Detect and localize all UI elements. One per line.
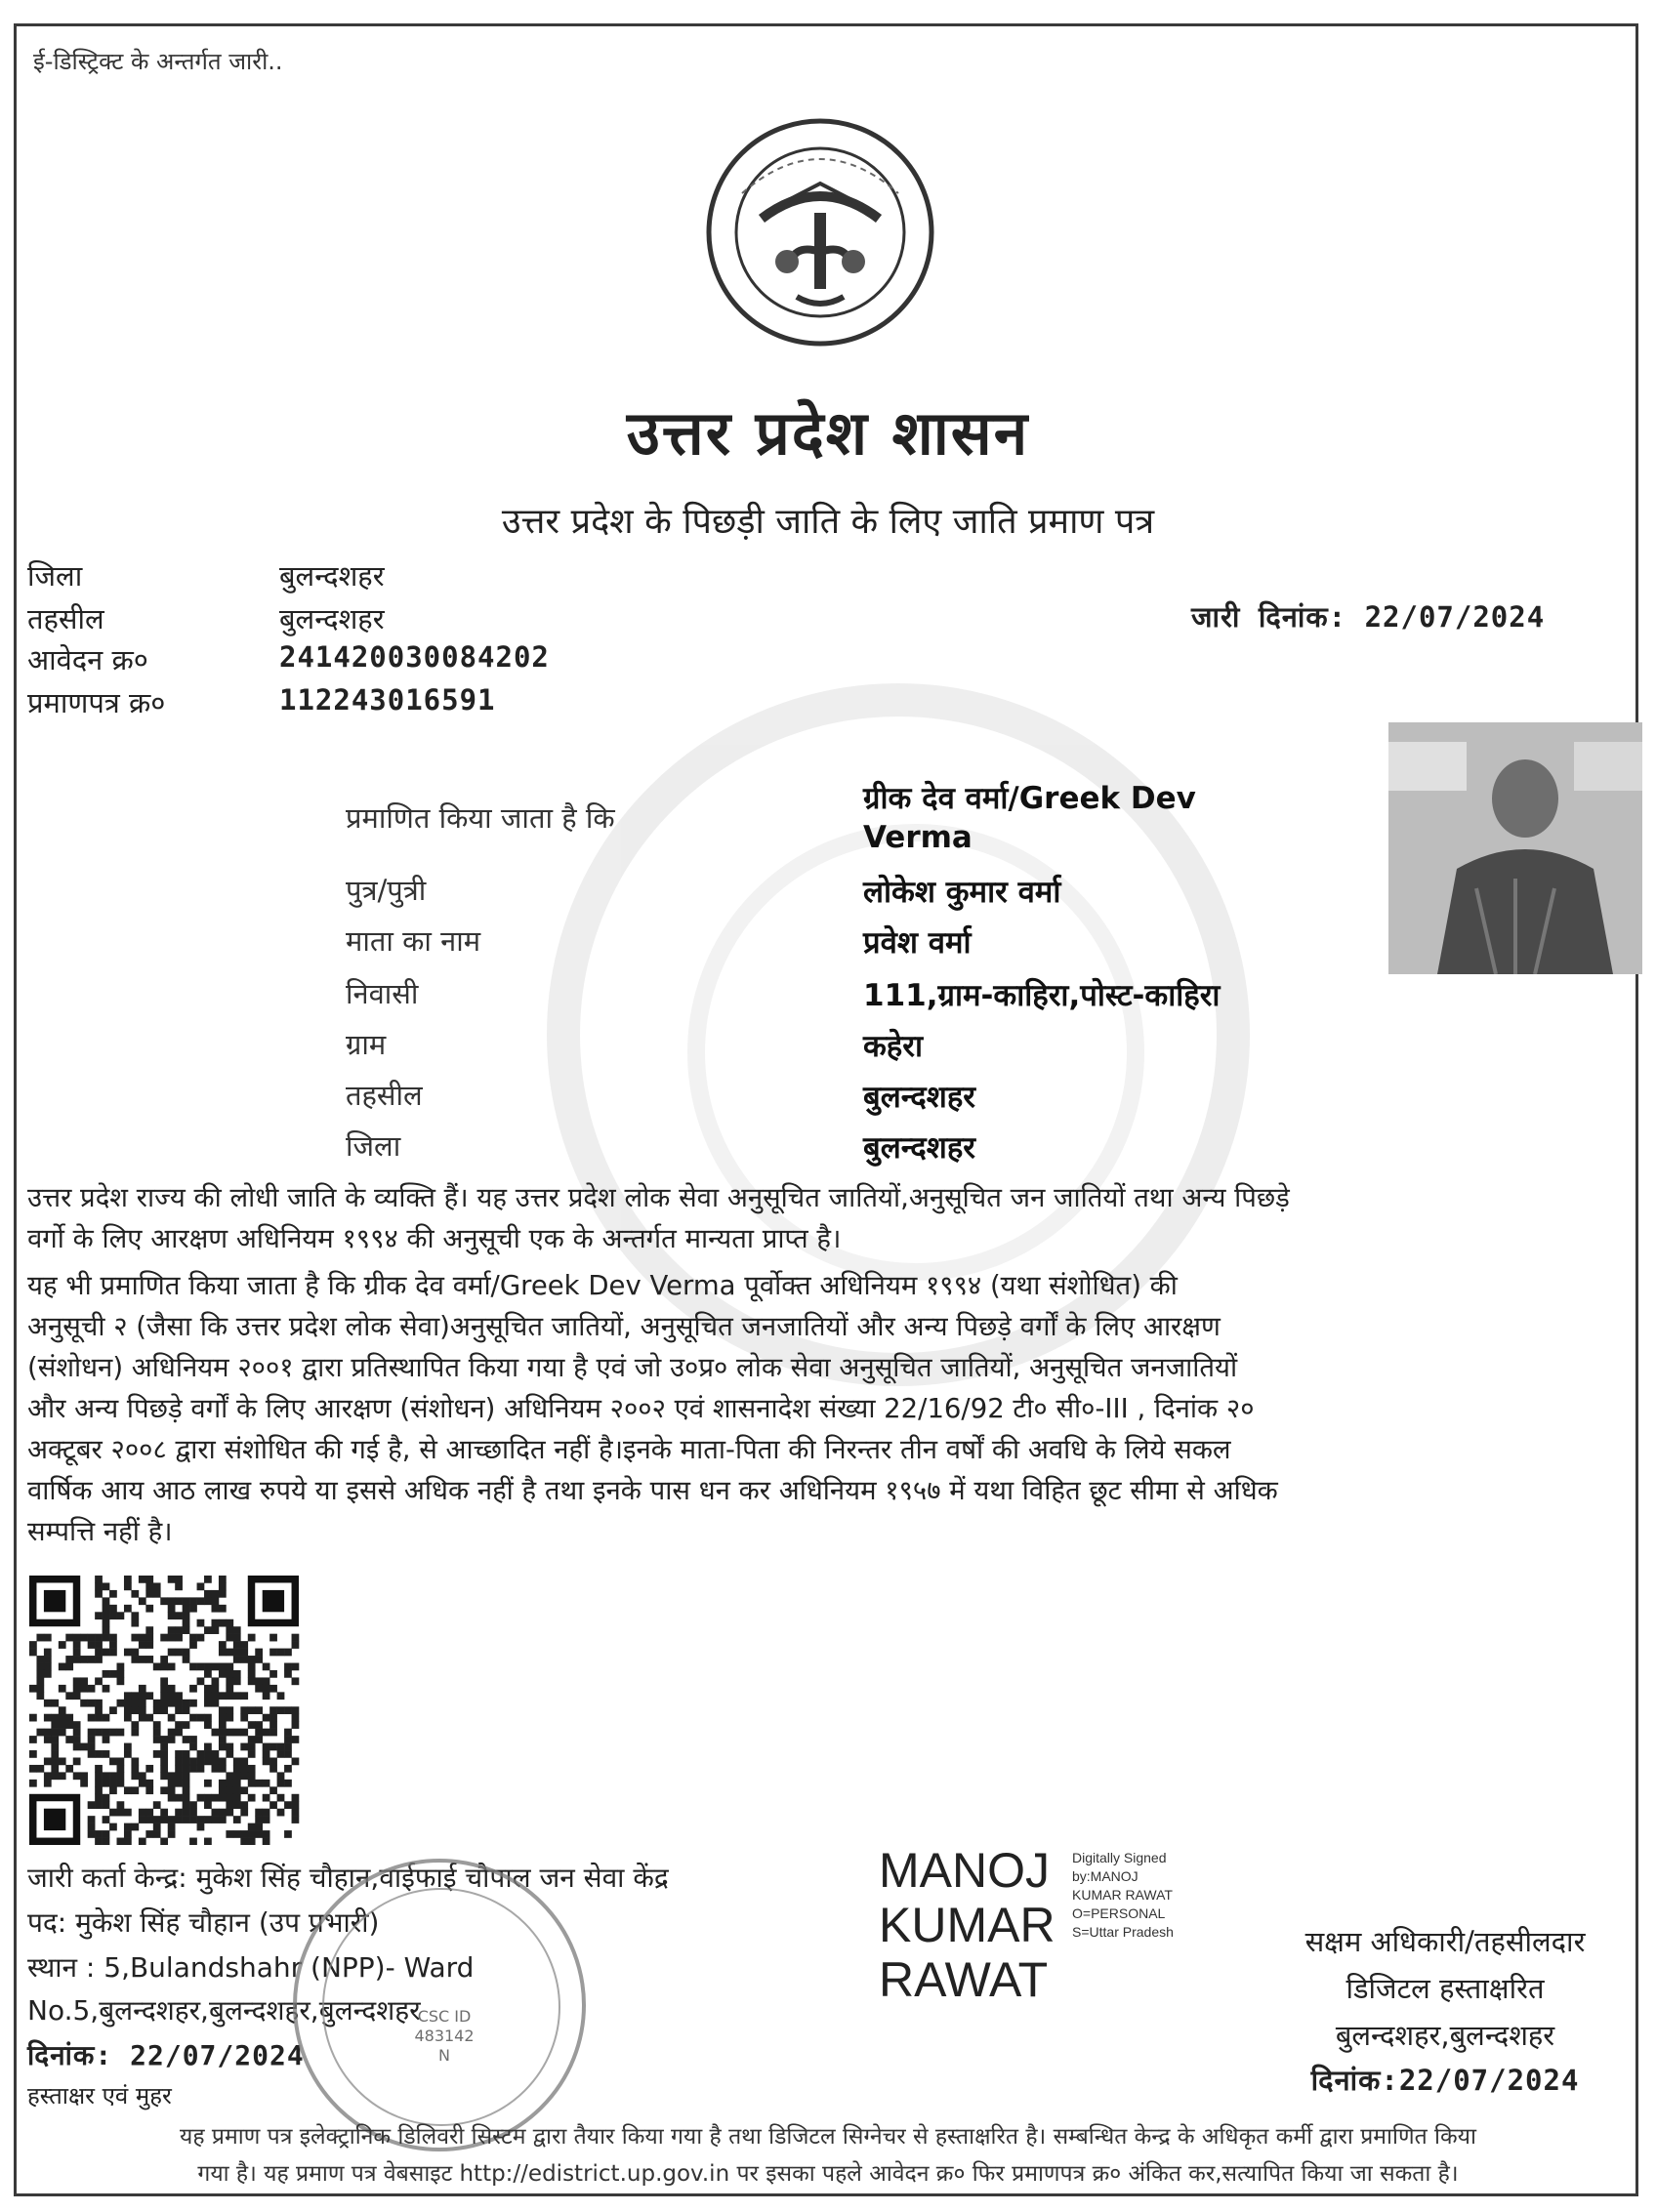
state-emblem-icon bbox=[703, 115, 937, 349]
field-value-village: कहेरा bbox=[863, 1029, 923, 1064]
authority-title: सक्षम अधिकारी/तहसीलदार bbox=[1304, 1925, 1586, 1958]
field-label-mother: माता का नाम bbox=[346, 924, 481, 958]
authority-location: बुलन्दशहर,बुलन्दशहर bbox=[1335, 2019, 1555, 2052]
field-label-village: ग्राम bbox=[346, 1028, 387, 1061]
signature-meta-line: S=Uttar Pradesh bbox=[1072, 1924, 1174, 1940]
paragraph-line: यह भी प्रमाणित किया जाता है कि ग्रीक देव वर्मा/Greek Dev Verma पूर्वोक्त अधिनियम १९९४ (यथा संशोधित) की bbox=[27, 1270, 1178, 1301]
qr-code[interactable] bbox=[29, 1576, 303, 1845]
csc-seal-text bbox=[371, 2007, 518, 2066]
authority-date: दिनांक:22/07/2024 bbox=[1310, 2064, 1580, 2097]
paragraph-line: (संशोधन) अधिनियम २००१ द्वारा प्रतिस्थापित किया गया है एवं जो उ०प्र० लोक सेवा अनुसूचित जातियों, अनुसूचित जनजातियों bbox=[27, 1352, 1238, 1383]
field-label-tehsil: तहसील bbox=[346, 1079, 423, 1112]
info-value-district: बुलन्दशहर bbox=[279, 559, 385, 593]
info-label-district: जिला bbox=[27, 559, 83, 593]
document-title: उत्तर प्रदेश शासन bbox=[626, 397, 1030, 469]
signature-line: MANOJ bbox=[879, 1843, 1050, 1898]
field-label-district: जिला bbox=[346, 1129, 401, 1163]
info-value-application-no: 241420030084202 bbox=[279, 640, 550, 674]
paragraph-caste bbox=[27, 1177, 1629, 1259]
signature-line: RAWAT bbox=[879, 1952, 1049, 2007]
issuer-post: पद: मुकेश सिंह चौहान (उप प्रभारी) bbox=[27, 1906, 380, 1939]
paragraph-line: वार्षिक आय आठ लाख रुपये या इससे अधिक नहीं है तथा इनके पास धन कर अधिनियम १९५७ में यथा विहित छूट सीमा से अधिक bbox=[27, 1475, 1278, 1506]
field-value-father: लोकेश कुमार वर्मा bbox=[863, 875, 1061, 910]
csc-seal-stamp bbox=[293, 1859, 586, 2151]
seal-line: N bbox=[438, 2046, 450, 2065]
field-value-mother: प्रवेश वर्मा bbox=[863, 925, 972, 961]
paragraph-line: सम्पत्ति नहीं है। bbox=[27, 1516, 173, 1547]
field-value-district: बुलन्दशहर bbox=[863, 1130, 975, 1166]
issuer-sign-seal: हस्ताक्षर एवं मुहर bbox=[27, 2082, 172, 2110]
issuer-place-line2: No.5,बुलन्दशहर,बुलन्दशहर,बुलन्दशहर bbox=[27, 1994, 421, 2027]
signature-meta-line: by:MANOJ bbox=[1072, 1868, 1138, 1884]
issuer-center: जारी कर्ता केन्द्र: मुकेश सिंह चौहान,वाईफाई चौपाल जन सेवा केंद्र bbox=[27, 1862, 669, 1894]
document-subtitle: उत्तर प्रदेश के पिछड़ी जाति के लिए जाति प्रमाण पत्र bbox=[501, 502, 1155, 542]
info-label-certificate-no: प्रमाणपत्र क्र० bbox=[27, 686, 166, 719]
field-value-name: ग्रीक देव वर्मा/Greek Dev bbox=[863, 781, 1196, 816]
paragraph-line: और अन्य पिछड़े वर्गों के लिए आरक्षण (संशोधन) अधिनियम २००२ एवं शासनादेश संख्या 22/16/92 टी० सी०-III , दिनांक २० bbox=[27, 1393, 1255, 1424]
seal-line: CSC ID bbox=[417, 2007, 472, 2026]
signature-meta-line: KUMAR RAWAT bbox=[1072, 1887, 1173, 1903]
issuer-date: दिनांक: 22/07/2024 bbox=[27, 2039, 305, 2071]
paragraph-line: अक्टूबर २००८ द्वारा संशोधित की गई है, से आच्छादित नहीं है।इनके माता-पिता की निरन्तर तीन वर्षों की अवधि के लिये सकल bbox=[27, 1434, 1231, 1465]
field-label-son-daughter: पुत्र/पुत्री bbox=[346, 874, 427, 907]
info-value-certificate-no: 112243016591 bbox=[279, 683, 496, 717]
person-photo-icon bbox=[1388, 722, 1642, 974]
signature-meta-line: O=PERSONAL bbox=[1072, 1905, 1166, 1921]
seal-line: 483142 bbox=[414, 2027, 475, 2045]
issuer-place-line1: स्थान : 5,Bulandshahr (NPP)- Ward bbox=[27, 1951, 475, 1984]
header-note: ई-डिस्ट्रिक्ट के अन्तर्गत जारी.. bbox=[33, 48, 283, 75]
paragraph-line: उत्तर प्रदेश राज्य की लोधी जाति के व्यक्ति हैं। यह उत्तर प्रदेश लोक सेवा अनुसूचित जातियों,अनुसूचित जन जातियों तथा अन्य पिछड़े bbox=[27, 1182, 1290, 1213]
paragraph-line: अनुसूची २ (जैसा कि उत्तर प्रदेश लोक सेवा)अनुसूचित जातियों, अनुसूचित जनजातियों और अन्य पिछड़े वर्गों के लिए आरक्षण bbox=[27, 1311, 1221, 1342]
field-value-name-cont: Verma bbox=[863, 820, 973, 855]
field-label-resident: निवासी bbox=[346, 977, 419, 1010]
note-line: गया है। यह प्रमाण पत्र वेबसाइट http://edistrict.up.gov.in पर इसका पहले आवेदन क्र० फिर प्रमाणपत्र क्र० अंकित कर,सत्यापित किया जा सकता है। bbox=[197, 2161, 1459, 2187]
issue-date: जारी दिनांक: 22/07/2024 bbox=[1191, 600, 1546, 634]
paragraph-creamy-layer bbox=[27, 1265, 1629, 1552]
info-label-application-no: आवेदन क्र० bbox=[27, 643, 148, 676]
field-value-tehsil: बुलन्दशहर bbox=[863, 1080, 975, 1115]
field-label-certified: प्रमाणित किया जाता है कि bbox=[346, 801, 615, 835]
verification-note bbox=[29, 2118, 1627, 2192]
note-line: यह प्रमाण पत्र इलेक्ट्रानिक डिलिवरी सिस्टम द्वारा तैयार किया गया है तथा डिजिटल सिग्नेचर से हस्ताक्षरित है। सम्बन्धित केन्द्र के अधिकृत कर्मी द्वारा प्रमाणित किया bbox=[180, 2124, 1476, 2150]
field-value-resident: 111,ग्राम-काहिरा,पोस्ट-काहिरा bbox=[863, 978, 1221, 1013]
info-value-tehsil: बुलन्दशहर bbox=[279, 602, 385, 635]
digital-signature-meta bbox=[1072, 1849, 1238, 1942]
applicant-photo bbox=[1388, 722, 1642, 974]
paragraph-line: वर्गो के लिए आरक्षण अधिनियम १९९४ की अनुसूची एक के अन्तर्गत मान्यता प्राप्त है। bbox=[27, 1223, 842, 1254]
signature-line: KUMAR bbox=[879, 1898, 1056, 1952]
authority-digital-signed: डिजिटल हस्ताक्षरित bbox=[1346, 1972, 1545, 2005]
signature-meta-line: Digitally Signed bbox=[1072, 1850, 1167, 1865]
info-label-tehsil: तहसील bbox=[27, 602, 104, 635]
